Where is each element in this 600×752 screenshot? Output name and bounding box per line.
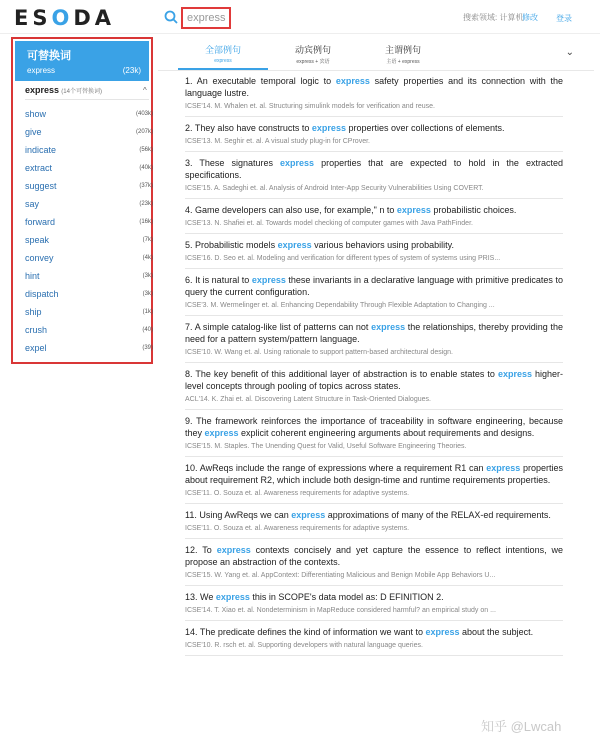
synonym-item[interactable]: [25, 195, 153, 213]
synonym-panel: [11, 37, 153, 364]
chevron-up-icon[interactable]: ^: [143, 86, 147, 95]
sentence-text: about the subject.: [459, 627, 534, 637]
synonym-count: (40k): [139, 165, 153, 171]
synonym-word: say: [25, 199, 40, 209]
example-sentence: [185, 157, 563, 181]
keyword-highlight: express: [425, 627, 460, 637]
tab-label: 全部例句: [204, 45, 241, 55]
example-source[interactable]: ICSE'13. M. Seghir et. al. A visual study plug-in for CProver.: [185, 138, 370, 145]
divider: [25, 99, 149, 100]
example-source[interactable]: ACL'14. K. Zhai et. al. Discovering Latent Structure in Task-Oriented Dialogues.: [185, 396, 431, 403]
logo-letter: S: [32, 6, 52, 30]
example-item: [185, 591, 563, 621]
example-sentence: [185, 591, 563, 603]
tab-sublabel: express + 宾语: [296, 59, 330, 65]
synonym-panel-header[interactable]: [15, 41, 149, 81]
logo[interactable]: [14, 7, 115, 29]
example-source[interactable]: ICSE'11. O. Souza et. al. Awareness requirements for adaptive systems.: [185, 525, 410, 532]
watermark: 知乎 @Lwcah: [481, 719, 562, 734]
synonym-count: (3k): [142, 273, 153, 279]
search-field-label: 搜索领域: 计算机: [463, 13, 524, 22]
keyword-highlight: express: [497, 369, 532, 379]
example-item: [185, 462, 563, 504]
example-source[interactable]: ICSE'15. M. Staples. The Unending Quest for Valid, Useful Software Engineering Theories.: [185, 443, 467, 450]
example-source[interactable]: ICSE'3. M. Wermelinger et. al. Enhancing Dependability Through Flexible Adaptation to Changing ...: [185, 302, 495, 309]
example-sentence: [185, 122, 563, 134]
sentence-text: explicit coherent engineering arguments about requirements and designs.: [238, 428, 535, 438]
example-item: [185, 122, 563, 152]
synonym-count: (37k): [139, 183, 153, 189]
sentence-text: AwReqs include the range of expressions where a requirement R1 can: [199, 463, 487, 473]
top-header: [0, 0, 600, 34]
synonym-count: (403k): [135, 111, 153, 117]
tab-bar: [158, 37, 594, 71]
keyword-highlight: express: [216, 545, 251, 555]
synonym-word: show: [25, 109, 47, 119]
keyword-highlight: express: [396, 205, 431, 215]
keyword-highlight: express: [291, 510, 326, 520]
synonym-item[interactable]: [25, 159, 153, 177]
synonym-group-header[interactable]: [25, 85, 102, 95]
synonym-word: hint: [25, 271, 40, 281]
example-source[interactable]: ICSE'16. D. Seo et. al. Modeling and verification for different types of system of systems using PRIS...: [185, 255, 501, 262]
tab-subject-verb[interactable]: [358, 43, 448, 65]
synonym-item[interactable]: [25, 303, 153, 321]
example-item: [185, 509, 563, 539]
keyword-highlight: express: [215, 592, 250, 602]
sentence-text: Game developers can also use, for example," n to: [195, 205, 397, 215]
group-note: (14个可替换词): [61, 89, 102, 95]
example-number: 9.: [185, 416, 193, 426]
example-item: [185, 415, 563, 457]
example-sentence: [185, 75, 563, 99]
keyword-highlight: express: [335, 76, 370, 86]
example-sentence: [185, 204, 563, 216]
keyword-highlight: express: [371, 322, 406, 332]
example-sentence: [185, 509, 563, 521]
sentence-text: contexts concisely and yet capture the essence to reflect intentions, we propose an abstraction of the contexts.: [185, 545, 563, 567]
synonym-count: (23k): [139, 201, 153, 207]
search-icon[interactable]: [164, 10, 178, 24]
synonym-item[interactable]: [25, 321, 153, 339]
synonym-count: (1k): [142, 309, 153, 315]
synonym-count: (4k): [142, 255, 153, 261]
synonym-word: give: [25, 127, 42, 137]
example-sentence: [185, 274, 563, 298]
synonym-item[interactable]: [25, 177, 153, 195]
synonym-count: (3k): [142, 291, 153, 297]
sentence-text: the relationships, thereby providing the need for a pattern system/pattern language.: [185, 322, 563, 344]
sentence-text: properties that are expected to hold in the extracted specifications.: [185, 158, 563, 180]
example-item: [185, 321, 563, 363]
search-input[interactable]: express: [181, 7, 231, 29]
tab-sublabel: express: [214, 58, 232, 64]
results-panel: [158, 37, 600, 752]
login-link[interactable]: 登录: [556, 14, 572, 23]
sentence-text: It is natural to: [195, 275, 252, 285]
sentence-text: these invariants in a declarative language with primitive predicates to query the current configuration.: [185, 275, 563, 297]
example-number: 1.: [185, 76, 193, 86]
example-sentence: [185, 239, 563, 251]
keyword-highlight: express: [251, 275, 286, 285]
example-sentence: [185, 415, 563, 439]
synonym-word: extract: [25, 163, 53, 173]
keyword-highlight: express: [311, 123, 346, 133]
synonym-count: (207k): [135, 129, 153, 135]
example-number: 2.: [185, 123, 193, 133]
synonym-item[interactable]: [25, 123, 153, 141]
synonym-word: suggest: [25, 181, 57, 191]
synonym-count: (40): [142, 327, 153, 333]
example-item: [185, 204, 563, 234]
logo-letter: E: [14, 6, 33, 30]
example-number: 5.: [185, 240, 193, 250]
sentence-text: We: [200, 592, 216, 602]
current-word-count: (23k): [122, 66, 141, 75]
tab-label: 动宾例句: [294, 45, 331, 55]
example-source[interactable]: ICSE'15. W. Yang et. al. AppContext: Differentiating Malicious and Benign Mobile App Behaviors U...: [185, 572, 496, 579]
synonym-count: (16k): [139, 219, 153, 225]
synonym-item[interactable]: [25, 141, 153, 159]
synonym-word: ship: [25, 307, 42, 317]
synonym-word: indicate: [25, 145, 57, 155]
example-item: [185, 274, 563, 316]
chevron-down-icon[interactable]: ⌄: [565, 47, 574, 58]
keyword-highlight: express: [280, 158, 315, 168]
example-item: [185, 157, 563, 199]
example-number: 14.: [185, 627, 198, 637]
logo-letter: O: [51, 6, 74, 30]
synonym-word: speak: [25, 235, 50, 245]
sentence-text: Probabilistic models: [195, 240, 278, 250]
sentence-text: These signatures: [199, 158, 280, 168]
sentence-text: The predicate defines the kind of information we want to: [199, 627, 426, 637]
example-number: 3.: [185, 158, 193, 168]
example-sentence: [185, 321, 563, 345]
example-number: 4.: [185, 205, 193, 215]
synonym-item[interactable]: [25, 285, 153, 303]
example-source[interactable]: ICSE'13. N. Shafiei et. al. Towards model checking of computer games with Java PathFinder.: [185, 220, 473, 227]
current-word: express: [27, 66, 56, 75]
example-item: [185, 626, 563, 656]
sentence-text: Using AwReqs we can: [199, 510, 292, 520]
tab-label: 主谓例句: [384, 45, 421, 55]
example-source[interactable]: ICSE'14. T. Xiao et. al. Nondeterminism in MapReduce considered harmful? an empirical study on ...: [185, 607, 496, 614]
tab-all-examples[interactable]: [178, 43, 268, 70]
synonym-panel-title: 可替换词: [27, 50, 71, 62]
sentence-text: properties over collections of elements.: [345, 123, 505, 133]
sentence-text: To: [202, 545, 217, 555]
synonym-item[interactable]: [25, 213, 153, 231]
keyword-highlight: express: [204, 428, 239, 438]
synonym-word: expel: [25, 343, 47, 353]
logo-letter: DA: [73, 6, 116, 30]
example-item: [185, 544, 563, 586]
example-number: 10.: [185, 463, 198, 473]
example-number: 11.: [185, 510, 197, 520]
example-item: [185, 239, 563, 269]
tab-sublabel: 主语 + express: [386, 59, 420, 65]
sentence-text: The framework reinforces the importance of traceability in software engineering, because they: [185, 416, 563, 438]
example-sentence: [185, 626, 563, 638]
tab-verb-object[interactable]: [268, 43, 358, 65]
sentence-text: An executable temporal logic to: [196, 76, 336, 86]
synonym-count: (39): [142, 345, 153, 351]
sentence-text: properties about requirement R2, which include both design-time and runtime requirements properties.: [185, 463, 563, 485]
sentence-text: this in SCOPE's data model as: D EFINITION 2.: [249, 592, 444, 602]
example-sentence: [185, 368, 563, 392]
keyword-highlight: express: [486, 463, 521, 473]
synonym-item[interactable]: [25, 105, 153, 123]
synonym-item[interactable]: [25, 249, 153, 267]
example-source[interactable]: ICSE'15. A. Sadeghi et. al. Analysis of Android Inter-App Security Vulnerabilities Using COVERT.: [185, 185, 484, 192]
sentence-text: The key benefit of this additional layer of abstraction is to enable states to: [195, 369, 498, 379]
sentence-text: various behaviors using probability.: [311, 240, 455, 250]
group-word: express: [25, 85, 60, 95]
synonym-count: (56k): [139, 147, 153, 153]
example-item: [185, 75, 563, 117]
synonym-word: convey: [25, 253, 54, 263]
example-source[interactable]: ICSE'11. O. Souza et. al. Awareness requirements for adaptive systems.: [185, 490, 410, 497]
synonym-count: (7k): [142, 237, 153, 243]
edit-field-link[interactable]: 修改: [522, 13, 538, 22]
example-number: 6.: [185, 275, 193, 285]
example-item: [185, 368, 563, 410]
synonym-word: dispatch: [25, 289, 59, 299]
example-sentence: [185, 462, 563, 486]
sentence-text: safety properties and its connection with the language lustre.: [185, 76, 563, 98]
synonym-word: forward: [25, 217, 56, 227]
example-number: 8.: [185, 369, 193, 379]
example-sentence: [185, 544, 563, 568]
example-source[interactable]: ICSE'10. W. Wang et. al. Using rationale to support pattern-based architectural design.: [185, 349, 453, 356]
synonym-item[interactable]: [25, 339, 153, 357]
synonym-word: crush: [25, 325, 48, 335]
example-number: 13.: [185, 592, 198, 602]
sentence-text: approximations of many of the RELAX-ed requirements.: [325, 510, 551, 520]
sentence-text: probabilistic choices.: [430, 205, 517, 215]
example-source[interactable]: ICSE'10. R. rsch et. al. Supporting developers with natural language queries.: [185, 642, 423, 649]
example-number: 7.: [185, 322, 193, 332]
sentence-text: higher-level concepts through pooling of topics across states.: [185, 369, 564, 391]
synonym-item[interactable]: [25, 231, 153, 249]
synonym-item[interactable]: [25, 267, 153, 285]
sentence-text: A simple catalog-like list of patterns can not: [194, 322, 372, 332]
example-list: [185, 75, 563, 661]
sentence-text: They also have constructs to: [194, 123, 312, 133]
example-source[interactable]: ICSE'14. M. Whalen et. al. Structuring simulink models for verification and reuse.: [185, 103, 435, 110]
keyword-highlight: express: [277, 240, 312, 250]
example-number: 12.: [185, 545, 198, 555]
synonym-list: [25, 105, 153, 357]
